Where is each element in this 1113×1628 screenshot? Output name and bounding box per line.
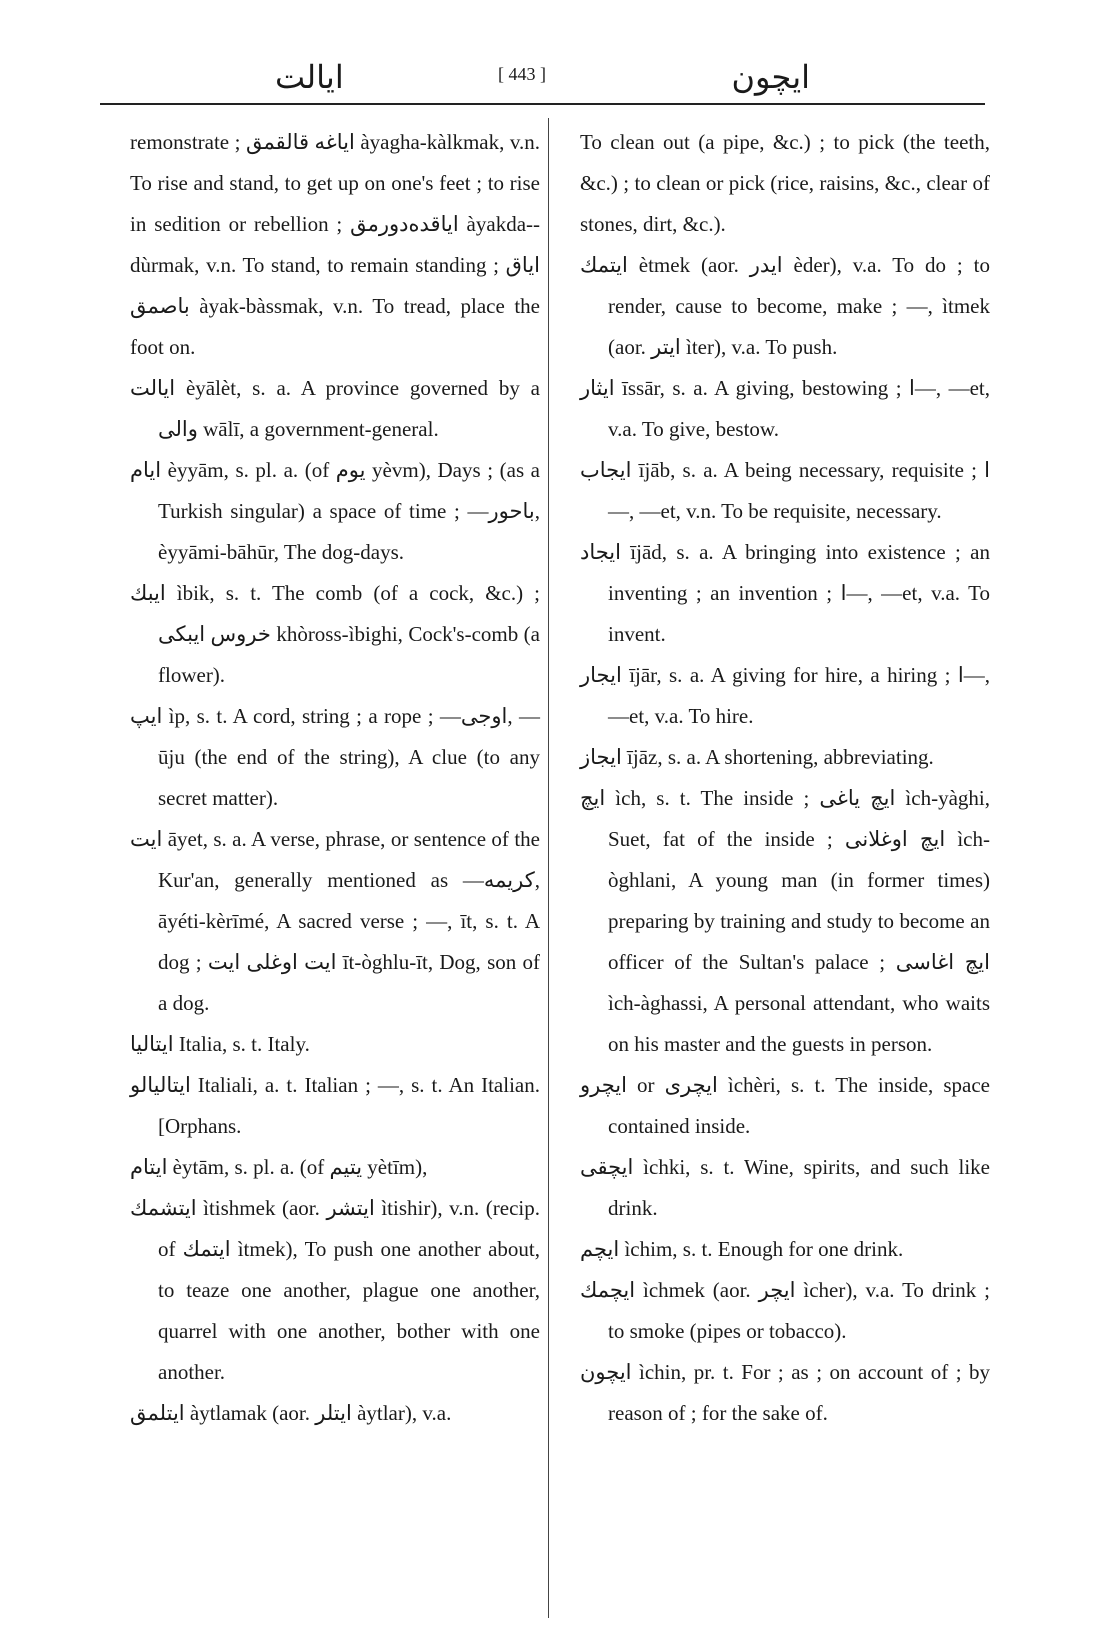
entry-ijab: ايجاب ījāb, s. a. A being necessary, requisite ; ا—, —et, v.n. To be requisite, necessary. [580, 458, 990, 523]
entry-ijar: ايجار ījār, s. a. A giving for hire, a hiring ; ا—, —et, v.a. To hire. [580, 663, 990, 728]
header-rule [100, 103, 985, 105]
column-divider [548, 118, 549, 1618]
entry-ayet: ايت āyet, s. a. A verse, phrase, or sentence of the Kur'an, generally mentioned as —كريمه, āyéti-kèrīmé, A sacred verse ; —, īt, s. t. A dog ; ايت اوغلى ايت īt-òghlu-īt, Dog, son of a dog. [130, 827, 540, 1015]
entry-eyyam: ايام èyyām, s. pl. a. (of يوم yèvm), Days ; (as a Turkish singular) a space of time ; —باحور, èyyāmi-bāhūr, The dog-days. [130, 458, 541, 564]
entry-ich: ايچ ìch, s. t. The inside ; ايچ ياغى ìch-yàghi, Suet, fat of the inside ; ايچ اوغلانى ìch-òghlani, A young man (in former times) preparing by training and study to become an officer of the Sultan's palace ; ايچ اغاسى ìch-àghassi, A personal attendant, who waits on his master and the guests in person. [580, 786, 990, 1056]
right-column [580, 122, 990, 1434]
entry-italia: ايتاليا Italia, s. t. Italy. [130, 1032, 310, 1056]
left-column [130, 122, 540, 1434]
entry-ip: ايپ ìp, s. t. A cord, string ; a rope ; —اوجى, —ūju (the end of the string), A clue (to any secret matter). [130, 704, 540, 810]
entry-ichin: ايچون ìchin, pr. t. For ; as ; on account of ; by reason of ; for the sake of. [580, 1360, 990, 1425]
entry-icheri: ايچرو or ايچرى ìchèri, s. t. The inside, space contained inside. [580, 1073, 990, 1138]
entry-continuation: To clean out (a pipe, &c.) ; to pick (the teeth, &c.) ; to clean or pick (rice, raisins, &c., clear of stones, dirt, &c.). [580, 130, 990, 236]
entry-ichmek: ايچمك ìchmek (aor. ايچر ìcher), v.a. To drink ; to smoke (pipes or tobacco). [580, 1278, 990, 1343]
entry-eytam: ايتام èytām, s. pl. a. (of يتيم yètīm), [130, 1155, 428, 1179]
entry-ijad: ايجاد ījād, s. a. A bringing into existence ; an inventing ; an invention ; ا—, —et, v.a. To invent. [580, 540, 990, 646]
entry-issar: ايثار īssār, s. a. A giving, bestowing ; ا—, —et, v.a. To give, bestow. [580, 376, 991, 441]
entry-ichki: ايچقى ìchki, s. t. Wine, spirits, and such like drink. [580, 1155, 990, 1220]
entry-continuation: remonstrate ; اياغه قالقمق àyagha-kàlkmak, v.n. To rise and stand, to get up on one's feet ; to rise in sedition or rebellion ; اياقده‌دورمق àyakda--dùrmak, v.n. To stand, to remain standing ; اياق باصمق àyak-bàssmak, v.n. To tread, place the foot on. [130, 130, 541, 359]
page-header [100, 58, 985, 100]
entry-eyalet: ايالت èyālèt, s. a. A province governed by a والى wālī, a government-general. [130, 376, 540, 441]
header-right-headword: ایچون [731, 58, 810, 96]
entry-etmek: ايتمك ètmek (aor. ايدر èder), v.a. To do ; to render, cause to become, make ; —, ìtmek (aor. ايتر ìter), v.a. To push. [580, 253, 990, 359]
entry-ibik: ايبك ìbik, s. t. The comb (of a cock, &c.) ; خروس ايبكى khòross-ìbighi, Cock's-comb (a flower). [130, 581, 540, 687]
entry-ijaz: ايجاز ījāz, s. a. A shortening, abbreviating. [580, 745, 934, 769]
entry-itishmek: ايتشمك ìtishmek (aor. ايتشر ìtishir), v.n. (recip. of ايتمك ìtmek), To push one another about, to teaze one another, plague one another, quarrel with one another, bother with one another. [130, 1196, 540, 1384]
entry-ichim: ايچم ìchim, s. t. Enough for one drink. [580, 1237, 904, 1261]
entry-aytlamak: ايتلمق àytlamak (aor. ايتلر àytlar), v.a. [130, 1401, 452, 1425]
header-left-headword: ايالت [275, 58, 344, 96]
entry-italiali: ايتاليالو Italiali, a. t. Italian ; —, s. t. An Italian. [Orphans. [130, 1073, 540, 1138]
page-number: [ 443 ] [498, 64, 546, 84]
